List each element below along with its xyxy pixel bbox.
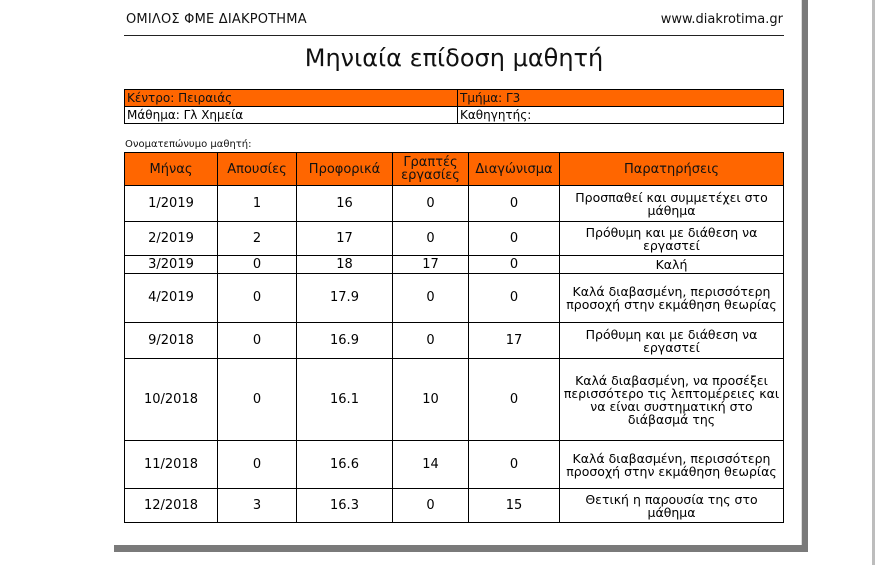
table-row	[125, 323, 784, 359]
document-page	[107, 0, 802, 545]
absences-cell: 3	[218, 489, 297, 523]
exam-cell: 0	[469, 186, 560, 222]
student-name-label: Ονοματεπώνυμο μαθητή:	[125, 139, 252, 150]
written-cell: 17	[393, 256, 469, 274]
absences-cell: 1	[218, 186, 297, 222]
oral-cell: 16.6	[297, 441, 393, 489]
remarks-cell: Θετική η παρουσία της στο μάθημα	[560, 489, 784, 523]
section-cell: Τμήμα: Γ3	[458, 90, 784, 107]
info-table	[124, 89, 784, 124]
column-header-month: Μήνας	[125, 153, 218, 186]
exam-cell: 0	[469, 359, 560, 441]
column-header-absences: Απουσίες	[218, 153, 297, 186]
written-cell: 0	[393, 323, 469, 359]
table-header-row	[125, 153, 784, 186]
table-row	[125, 256, 784, 274]
absences-cell: 0	[218, 441, 297, 489]
table-row	[125, 441, 784, 489]
oral-cell: 18	[297, 256, 393, 274]
remarks-cell: Καλά διαβασμένη, περισσότερη προσοχή στην εκμάθηση θεωρίας	[560, 441, 784, 489]
exam-cell: 0	[469, 274, 560, 323]
written-cell: 0	[393, 274, 469, 323]
month-cell: 3/2019	[125, 256, 218, 274]
month-cell: 1/2019	[125, 186, 218, 222]
absences-cell: 0	[218, 274, 297, 323]
absences-cell: 0	[218, 323, 297, 359]
center-cell: Κέντρο: Πειραιάς	[125, 90, 458, 107]
teacher-cell: Καθηγητής:	[458, 107, 784, 124]
absences-cell: 2	[218, 222, 297, 256]
remarks-cell: Πρόθυμη και με διάθεση να εργαστεί	[560, 323, 784, 359]
oral-cell: 17	[297, 222, 393, 256]
page-title: Μηνιαία επίδοση μαθητή	[304, 44, 604, 72]
month-cell: 9/2018	[125, 323, 218, 359]
column-header-written: Γραπτές εργασίες	[393, 153, 469, 186]
remarks-cell: Καλά διαβασμένη, να προσέξει περισσότερο τις λεπτομέρειες και να είναι συστηματική στο διάβασμά της	[560, 359, 784, 441]
column-header-exam: Διαγώνισμα	[469, 153, 560, 186]
oral-cell: 16.3	[297, 489, 393, 523]
info-row-subject	[125, 107, 784, 124]
organization-name: ΟΜΙΛΟΣ ΦΜΕ ΔΙΑΚΡΟΤΗΜΑ	[126, 12, 307, 27]
written-cell: 0	[393, 186, 469, 222]
written-cell: 10	[393, 359, 469, 441]
exam-cell: 0	[469, 441, 560, 489]
absences-cell: 0	[218, 256, 297, 274]
written-cell: 0	[393, 489, 469, 523]
header-divider	[124, 35, 784, 36]
month-cell: 12/2018	[125, 489, 218, 523]
month-cell: 4/2019	[125, 274, 218, 323]
exam-cell: 0	[469, 222, 560, 256]
exam-cell: 15	[469, 489, 560, 523]
month-cell: 2/2019	[125, 222, 218, 256]
window-edge	[872, 0, 875, 565]
oral-cell: 16	[297, 186, 393, 222]
remarks-cell: Προσπαθεί και συμμετέχει στο μάθημα	[560, 186, 784, 222]
info-row-center	[125, 90, 784, 107]
column-header-remarks: Παρατηρήσεις	[560, 153, 784, 186]
month-cell: 11/2018	[125, 441, 218, 489]
month-cell: 10/2018	[125, 359, 218, 441]
absences-cell: 0	[218, 359, 297, 441]
table-row	[125, 274, 784, 323]
remarks-cell: Πρόθυμη και με διάθεση να εργαστεί	[560, 222, 784, 256]
performance-table	[124, 152, 784, 523]
website-url: www.diakrotima.gr	[660, 12, 783, 27]
table-row	[125, 186, 784, 222]
table-row	[125, 489, 784, 523]
remarks-cell: Καλή	[560, 256, 784, 274]
table-row	[125, 222, 784, 256]
column-header-oral: Προφορικά	[297, 153, 393, 186]
table-row	[125, 359, 784, 441]
subject-cell: Μάθημα: Γλ Χημεία	[125, 107, 458, 124]
exam-cell: 17	[469, 323, 560, 359]
exam-cell: 0	[469, 256, 560, 274]
oral-cell: 17.9	[297, 274, 393, 323]
oral-cell: 16.1	[297, 359, 393, 441]
remarks-cell: Καλά διαβασμένη, περισσότερη προσοχή στην εκμάθηση θεωρίας	[560, 274, 784, 323]
oral-cell: 16.9	[297, 323, 393, 359]
written-cell: 0	[393, 222, 469, 256]
written-cell: 14	[393, 441, 469, 489]
